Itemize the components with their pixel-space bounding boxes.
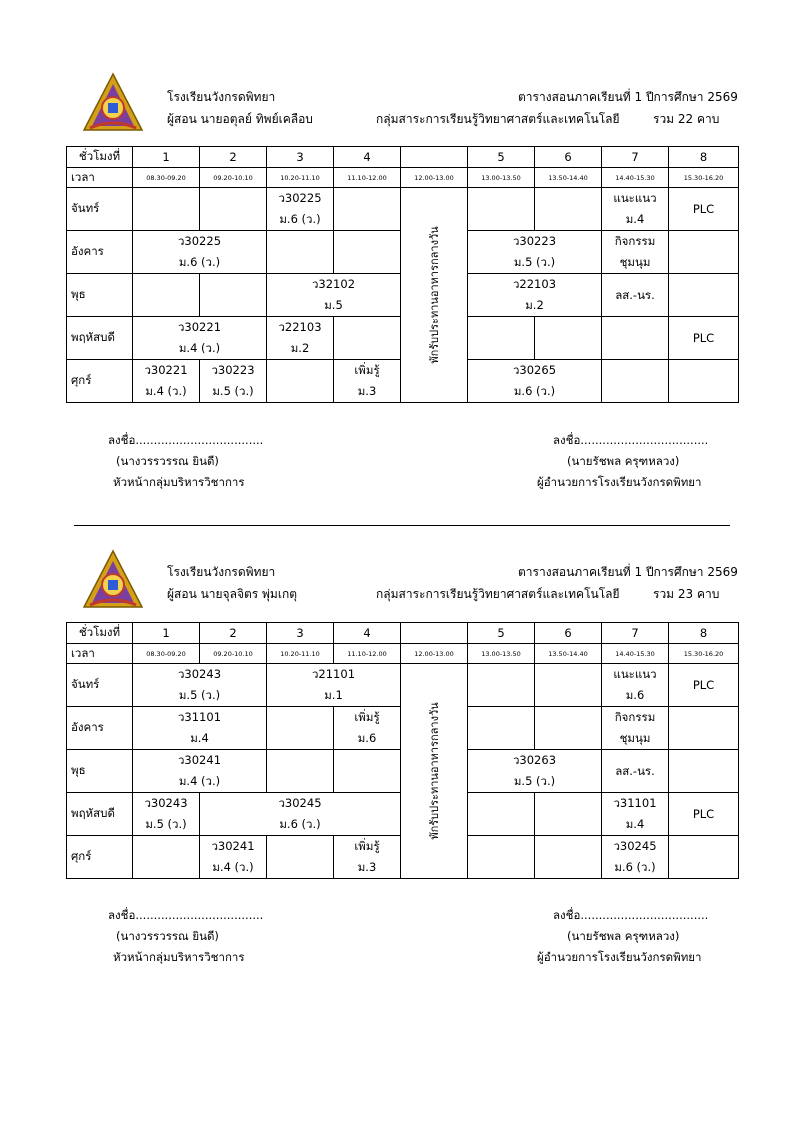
time-slot: 08.30-09.20 xyxy=(133,644,200,664)
left-sign-line: ลงชื่อ................................... xyxy=(108,433,264,447)
class-subject: PLC xyxy=(692,806,715,821)
class-cell xyxy=(334,317,401,360)
class-subject: ลส.-นร. xyxy=(615,763,655,778)
class-level: ชุมนุม xyxy=(619,255,651,269)
class-level: ม.4 xyxy=(190,731,209,745)
period-header-row xyxy=(67,147,739,168)
class-subject: แนะแนว xyxy=(613,191,657,205)
period-number: 7 xyxy=(602,623,669,644)
time-slot: 13.00-13.50 xyxy=(468,168,535,188)
class-cell xyxy=(468,664,535,707)
class-subject: ว30265 xyxy=(512,363,557,377)
class-cell xyxy=(267,750,334,793)
class-cell xyxy=(468,750,602,793)
day-name: จันทร์ xyxy=(67,188,133,231)
time-slot: 09.20-10.10 xyxy=(200,168,267,188)
day-name: พฤหัสบดี xyxy=(67,793,133,836)
class-subject: ว31101 xyxy=(177,710,222,724)
school-name: โรงเรียนวังกรดพิทยา xyxy=(167,565,276,579)
time-slot: 13.00-13.50 xyxy=(468,644,535,664)
lunch-break-label: พักรับประทานอาหารกลางวัน xyxy=(428,702,441,840)
class-cell xyxy=(468,707,535,750)
class-cell xyxy=(267,836,334,879)
class-level: ชุมนุม xyxy=(619,731,651,745)
lunch-break-cell xyxy=(401,664,468,879)
timetable xyxy=(66,146,739,403)
semester-title: ตารางสอนภาคเรียนที่ 1 ปีการศึกษา 2569 xyxy=(518,90,738,104)
class-cell xyxy=(669,707,739,750)
class-cell xyxy=(133,317,267,360)
period-number: 2 xyxy=(200,147,267,168)
class-subject: ว22103 xyxy=(512,277,557,291)
class-cell xyxy=(602,231,669,274)
class-cell xyxy=(133,836,200,879)
class-subject: ลส.-นร. xyxy=(615,287,655,302)
class-cell xyxy=(602,188,669,231)
class-cell xyxy=(535,664,602,707)
day-name: พุธ xyxy=(67,274,133,317)
class-subject: ว30243 xyxy=(177,667,222,681)
class-cell xyxy=(267,231,334,274)
class-cell xyxy=(535,188,602,231)
time-slot: 11.10-12.00 xyxy=(334,644,401,664)
class-subject: ว30221 xyxy=(177,320,222,334)
class-cell xyxy=(133,231,267,274)
class-subject: ว30241 xyxy=(177,753,222,767)
class-cell xyxy=(133,664,267,707)
right-signer-name: (นายรัชพล ครุฑหลวง) xyxy=(567,454,680,468)
time-slot: 15.30-16.20 xyxy=(669,644,739,664)
class-cell xyxy=(468,360,602,403)
day-name: พฤหัสบดี xyxy=(67,317,133,360)
period-number: 5 xyxy=(468,623,535,644)
teacher-name: ผู้สอน นายจุลจิตร พุ่มเกตุ xyxy=(167,587,298,601)
class-subject: กิจกรรม xyxy=(614,710,656,724)
class-subject: ว30241 xyxy=(211,839,255,853)
class-level: ม.3 xyxy=(357,860,377,874)
day-name: จันทร์ xyxy=(67,664,133,707)
period-number: 3 xyxy=(267,623,334,644)
class-subject: PLC xyxy=(692,677,715,692)
class-cell xyxy=(669,360,739,403)
class-subject: ว22103 xyxy=(278,320,322,334)
class-cell xyxy=(669,274,739,317)
class-level: ม.4 (ว.) xyxy=(212,860,254,874)
total-periods: รวม 23 คาบ xyxy=(653,587,720,601)
class-cell xyxy=(200,836,267,879)
class-cell xyxy=(267,360,334,403)
class-level: ม.5 (ว.) xyxy=(178,688,221,702)
day-name: พุธ xyxy=(67,750,133,793)
class-cell xyxy=(133,707,267,750)
class-level: ม.2 xyxy=(290,341,310,355)
class-cell xyxy=(602,317,669,360)
time-slot: 15.30-16.20 xyxy=(669,168,739,188)
class-level: ม.6 (ว.) xyxy=(279,817,321,831)
class-cell xyxy=(468,188,535,231)
day-row xyxy=(67,664,739,707)
class-cell xyxy=(535,836,602,879)
class-cell xyxy=(669,317,739,360)
class-level: ม.5 (ว.) xyxy=(212,384,254,398)
class-cell xyxy=(602,707,669,750)
left-signer-title: หัวหน้ากลุ่มบริหารวิชาการ xyxy=(113,950,245,964)
period-number: 1 xyxy=(133,147,200,168)
time-row xyxy=(67,168,739,188)
time-slot: 13.50-14.40 xyxy=(535,644,602,664)
class-level: ม.4 xyxy=(625,212,645,226)
class-cell xyxy=(267,317,334,360)
class-level: ม.6 (ว.) xyxy=(614,860,656,874)
day-name: ศุกร์ xyxy=(67,836,133,879)
total-periods: รวม 22 คาบ xyxy=(653,112,720,126)
timetable xyxy=(66,622,739,879)
class-cell xyxy=(468,231,602,274)
period-number: 1 xyxy=(133,623,200,644)
class-level: ม.6 (ว.) xyxy=(513,384,556,398)
class-cell xyxy=(334,360,401,403)
class-subject: ว30225 xyxy=(177,234,222,248)
day-name: ศุกร์ xyxy=(67,360,133,403)
right-sign-line: ลงชื่อ................................... xyxy=(553,908,709,922)
class-cell xyxy=(602,836,669,879)
class-level: ม.4 (ว.) xyxy=(178,341,221,355)
class-cell xyxy=(133,750,267,793)
class-level: ม.6 xyxy=(625,688,645,702)
class-subject: ว30245 xyxy=(613,839,657,853)
period-header-label: ชั่วโมงที่ xyxy=(67,623,133,644)
period-number: 2 xyxy=(200,623,267,644)
class-cell xyxy=(133,274,200,317)
class-subject: ว32102 xyxy=(311,277,356,291)
class-cell xyxy=(602,793,669,836)
class-subject: ว30223 xyxy=(512,234,557,248)
class-subject: แนะแนว xyxy=(613,667,657,681)
period-number: 4 xyxy=(334,623,401,644)
class-cell xyxy=(669,231,739,274)
class-subject: ว21101 xyxy=(311,667,356,681)
left-signer-name: (นางวรรวรรณ ยินดี) xyxy=(116,929,219,943)
time-slot: 11.10-12.00 xyxy=(334,168,401,188)
left-sign-line: ลงชื่อ................................... xyxy=(108,908,264,922)
time-slot: 10.20-11.10 xyxy=(267,644,334,664)
class-subject: ว31101 xyxy=(613,796,657,810)
period-number: 6 xyxy=(535,623,602,644)
class-level: ม.2 xyxy=(525,298,544,312)
class-level: ม.6 (ว.) xyxy=(279,212,321,226)
right-signer-title: ผู้อำนวยการโรงเรียนวังกรดพิทยา xyxy=(537,950,702,964)
class-cell xyxy=(669,188,739,231)
time-slot: 12.00-13.00 xyxy=(401,168,468,188)
right-sign-line: ลงชื่อ................................... xyxy=(553,433,709,447)
class-level: ม.5 (ว.) xyxy=(513,255,556,269)
class-cell xyxy=(468,836,535,879)
class-level: ม.4 (ว.) xyxy=(145,384,187,398)
day-name: อังคาร xyxy=(67,707,133,750)
class-level: ม.5 xyxy=(324,298,343,312)
class-level: ม.4 xyxy=(625,817,645,831)
class-cell xyxy=(334,188,401,231)
class-cell xyxy=(334,836,401,879)
class-subject: เพิ่มรู้ xyxy=(354,710,380,724)
period-number: 8 xyxy=(669,623,739,644)
class-level: ม.5 (ว.) xyxy=(145,817,187,831)
period-header-row xyxy=(67,623,739,644)
period-number xyxy=(401,147,468,168)
period-number: 3 xyxy=(267,147,334,168)
class-cell xyxy=(334,750,401,793)
class-subject: เพิ่มรู้ xyxy=(354,363,380,377)
class-cell xyxy=(267,707,334,750)
learning-group: กลุ่มสาระการเรียนรู้วิทยาศาสตร์และเทคโนโลยี xyxy=(376,112,620,126)
time-slot: 14.40-15.30 xyxy=(602,168,669,188)
time-row xyxy=(67,644,739,664)
class-cell xyxy=(267,188,334,231)
class-level: ม.3 xyxy=(357,384,377,398)
class-subject: ว30245 xyxy=(278,796,322,810)
period-number: 4 xyxy=(334,147,401,168)
class-cell xyxy=(200,360,267,403)
class-cell xyxy=(535,317,602,360)
class-subject: PLC xyxy=(692,201,715,216)
class-level: ม.1 xyxy=(324,688,343,702)
time-slot: 08.30-09.20 xyxy=(133,168,200,188)
school-name: โรงเรียนวังกรดพิทยา xyxy=(167,90,276,104)
class-cell xyxy=(669,793,739,836)
class-subject: ว30225 xyxy=(278,191,322,205)
class-cell xyxy=(669,750,739,793)
class-cell xyxy=(334,231,401,274)
class-cell xyxy=(602,274,669,317)
class-cell xyxy=(267,664,401,707)
lunch-break-cell xyxy=(401,188,468,403)
school-logo-icon xyxy=(82,549,144,611)
period-number: 5 xyxy=(468,147,535,168)
class-cell xyxy=(602,664,669,707)
period-header-label: ชั่วโมงที่ xyxy=(67,147,133,168)
time-header-label: เวลา xyxy=(67,168,133,188)
class-level: ม.5 (ว.) xyxy=(513,774,556,788)
lunch-break-label: พักรับประทานอาหารกลางวัน xyxy=(428,226,441,364)
left-signer-title: หัวหน้ากลุ่มบริหารวิชาการ xyxy=(113,475,245,489)
class-cell xyxy=(535,707,602,750)
class-cell xyxy=(200,793,401,836)
time-slot: 09.20-10.10 xyxy=(200,644,267,664)
period-number: 8 xyxy=(669,147,739,168)
day-name: อังคาร xyxy=(67,231,133,274)
semester-title: ตารางสอนภาคเรียนที่ 1 ปีการศึกษา 2569 xyxy=(518,565,738,579)
class-subject: PLC xyxy=(692,330,715,345)
time-header-label: เวลา xyxy=(67,644,133,664)
class-level: ม.6 xyxy=(357,731,377,745)
learning-group: กลุ่มสาระการเรียนรู้วิทยาศาสตร์และเทคโนโลยี xyxy=(376,587,620,601)
class-cell xyxy=(468,274,602,317)
class-cell xyxy=(200,274,267,317)
class-subject: กิจกรรม xyxy=(614,234,656,248)
class-subject: ว30221 xyxy=(144,363,188,377)
time-slot: 12.00-13.00 xyxy=(401,644,468,664)
class-subject: เพิ่มรู้ xyxy=(354,839,380,853)
period-number xyxy=(401,623,468,644)
class-cell xyxy=(468,317,535,360)
class-cell xyxy=(200,188,267,231)
class-cell xyxy=(133,793,200,836)
class-subject: ว30243 xyxy=(144,796,188,810)
school-logo-icon xyxy=(82,72,144,134)
period-number: 6 xyxy=(535,147,602,168)
left-signer-name: (นางวรรวรรณ ยินดี) xyxy=(116,454,219,468)
class-cell xyxy=(133,360,200,403)
class-level: ม.6 (ว.) xyxy=(178,255,221,269)
time-slot: 10.20-11.10 xyxy=(267,168,334,188)
class-cell xyxy=(669,836,739,879)
day-row xyxy=(67,188,739,231)
time-slot: 13.50-14.40 xyxy=(535,168,602,188)
class-cell xyxy=(669,664,739,707)
class-cell xyxy=(133,188,200,231)
class-level: ม.4 (ว.) xyxy=(178,774,221,788)
right-signer-title: ผู้อำนวยการโรงเรียนวังกรดพิทยา xyxy=(537,475,702,489)
class-cell xyxy=(602,360,669,403)
class-cell xyxy=(468,793,535,836)
right-signer-name: (นายรัชพล ครุฑหลวง) xyxy=(567,929,680,943)
teacher-name: ผู้สอน นายอตุลย์ ทิพย์เคลือบ xyxy=(167,112,313,126)
class-cell xyxy=(267,274,401,317)
class-subject: ว30263 xyxy=(512,753,557,767)
class-cell xyxy=(334,707,401,750)
period-number: 7 xyxy=(602,147,669,168)
time-slot: 14.40-15.30 xyxy=(602,644,669,664)
class-subject: ว30223 xyxy=(211,363,255,377)
class-cell xyxy=(602,750,669,793)
page-divider xyxy=(74,525,730,526)
class-cell xyxy=(535,793,602,836)
